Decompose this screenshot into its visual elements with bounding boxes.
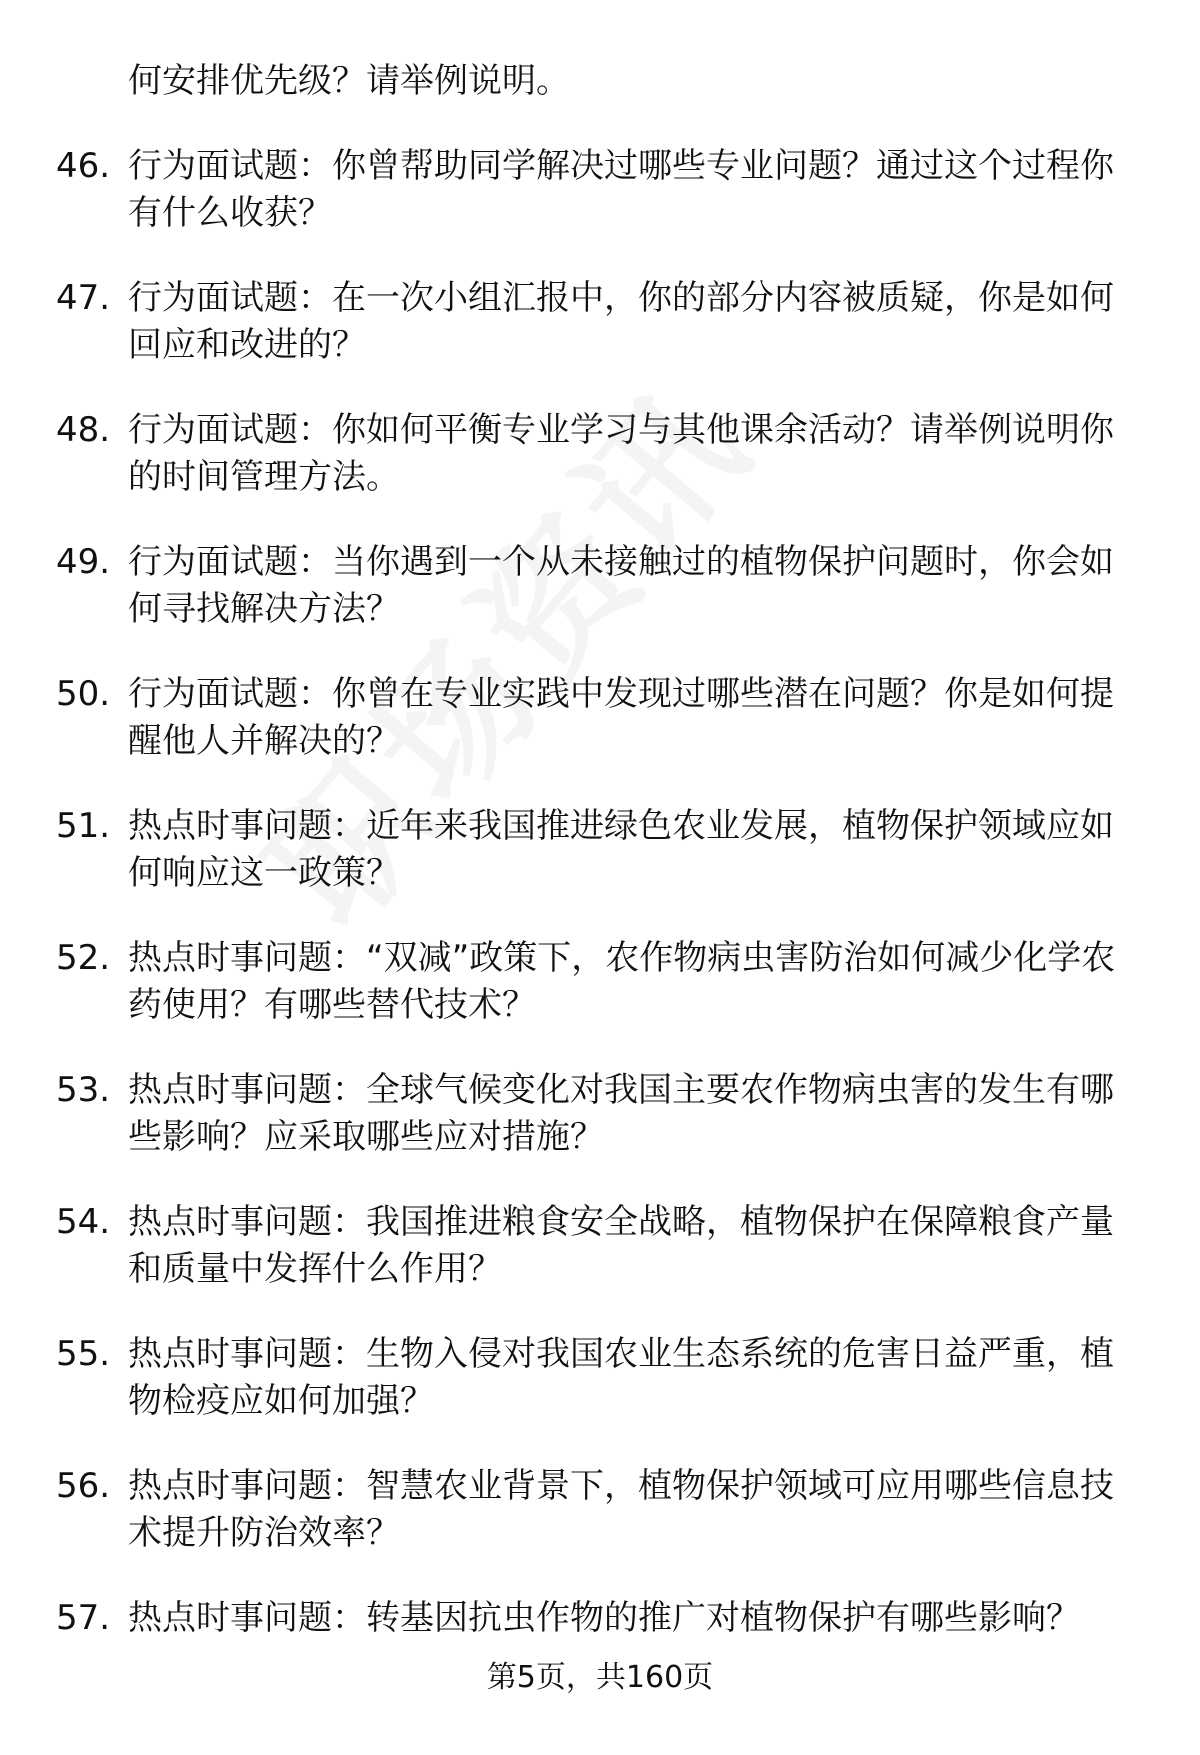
question-text: 行为面试题：你曾在专业实践中发现过哪些潜在问题？你是如何提醒他人并解决的？ [128, 674, 1114, 761]
question-text: 热点时事问题：全球气候变化对我国主要农作物病虫害的发生有哪些影响？应采取哪些应对措施？ [128, 1070, 1114, 1157]
question-text: 热点时事问题：转基因抗虫作物的推广对植物保护有哪些影响？ [128, 1598, 1080, 1638]
question-number: 52. [56, 938, 111, 978]
question-item [0, 539, 1200, 633]
question-text: 热点时事问题：“双减”政策下，农作物病虫害防治如何减少化学农药使用？有哪些替代技术？ [128, 938, 1116, 1025]
question-item [0, 1067, 1200, 1161]
question-text: 热点时事问题：生物入侵对我国农业生态系统的危害日益严重，植物检疫应如何加强？ [128, 1334, 1114, 1421]
question-item [0, 803, 1200, 897]
question-number: 55. [56, 1334, 111, 1374]
question-item [0, 1463, 1200, 1557]
question-item [0, 407, 1200, 501]
continuation-text: 何安排优先级？请举例说明。 [128, 61, 570, 101]
question-list [0, 143, 1200, 1680]
question-number: 56. [56, 1466, 111, 1506]
question-number: 54. [56, 1202, 111, 1242]
question-item [0, 143, 1200, 237]
question-text: 行为面试题：当你遇到一个从未接触过的植物保护问题时，你会如何寻找解决方法？ [128, 542, 1114, 629]
question-text: 热点时事问题：智慧农业背景下，植物保护领域可应用哪些信息技术提升防治效率？ [128, 1466, 1114, 1553]
question-item [0, 275, 1200, 369]
question-number: 49. [56, 542, 111, 582]
question-number: 48. [56, 410, 111, 450]
question-number: 47. [56, 278, 111, 318]
question-number: 51. [56, 806, 111, 846]
question-item [0, 1595, 1200, 1642]
question-item [0, 1199, 1200, 1293]
question-number: 50. [56, 674, 111, 714]
question-text: 行为面试题：你曾帮助同学解决过哪些专业问题？通过这个过程你有什么收获？ [128, 146, 1114, 233]
question-text: 热点时事问题：近年来我国推进绿色农业发展，植物保护领域应如何响应这一政策？ [128, 806, 1114, 893]
question-item [0, 671, 1200, 765]
question-number: 53. [56, 1070, 111, 1110]
question-text: 热点时事问题：我国推进粮食安全战略，植物保护在保障粮食产量和质量中发挥什么作用？ [128, 1202, 1114, 1289]
question-item [0, 1331, 1200, 1425]
page-footer: 第5页，共160页 [486, 1660, 714, 1695]
question-number: 57. [56, 1598, 111, 1638]
question-item [0, 935, 1200, 1029]
question-number: 46. [56, 146, 111, 186]
question-text: 行为面试题：在一次小组汇报中，你的部分内容被质疑，你是如何回应和改进的？ [128, 278, 1114, 365]
question-text: 行为面试题：你如何平衡专业学习与其他课余活动？请举例说明你的时间管理方法。 [128, 410, 1114, 497]
